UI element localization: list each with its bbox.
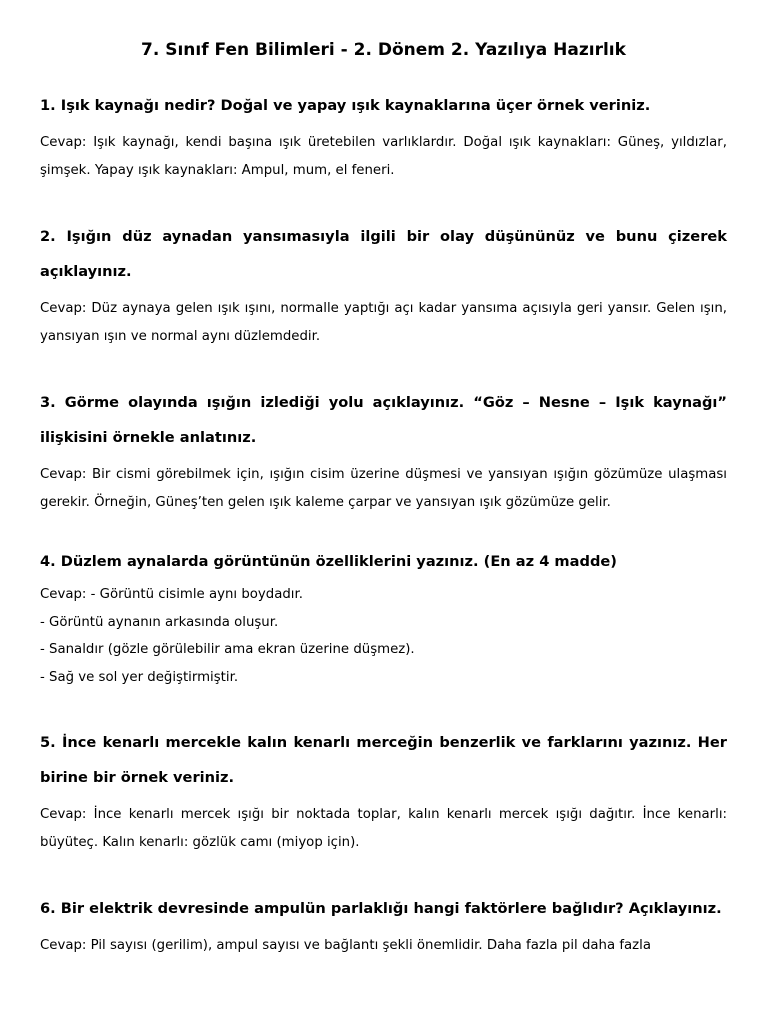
question-4: 4. Düzlem aynalarda görüntünün özelliklerini yazınız. (En az 4 madde) xyxy=(40,553,617,570)
answer-4-line-4: - Sağ ve sol yer değiştirmiştir. xyxy=(40,669,239,685)
question-block-4 xyxy=(40,551,727,691)
question-1: 1. Işık kaynağı nedir? Doğal ve yapay ışık kaynaklarına üçer örnek veriniz. xyxy=(40,97,651,114)
answer-4-line-3: - Sanaldır (gözle görülebilir ama ekran üzerine düşmez). xyxy=(40,642,415,657)
answer-2: Cevap: Düz aynaya gelen ışık ışını, normalle yaptığı açı kadar yansıma açısıyla geri yansır. Gelen ışın, yansıyan ışın ve normal aynı düzlemdedir. xyxy=(40,301,727,344)
answer-1: Cevap: Işık kaynağı, kendi başına ışık üretebilen varlıklardır. Doğal ışık kaynakları: Güneş, yıldızlar, şimşek. Yapay ışık kaynakları: Ampul, mum, el feneri. xyxy=(40,135,727,178)
question-5: 5. İnce kenarlı mercekle kalın kenarlı merceğin benzerlik ve farklarını yazınız. Her birine bir örnek veriniz. xyxy=(40,734,727,786)
question-block-1 xyxy=(40,88,727,185)
answer-4-line-2: - Görüntü aynanın arkasında oluşur. xyxy=(40,614,279,630)
question-2: 2. Işığın düz aynadan yansımasıyla ilgili bir olay düşününüz ve bunu çizerek açıklayınız. xyxy=(40,228,727,280)
question-block-2 xyxy=(40,219,727,351)
answer-5: Cevap: İnce kenarlı mercek ışığı bir noktada toplar, kalın kenarlı mercek ışığı dağıtır. İnce kenarlı: büyüteç. Kalın kenarlı: gözlük camı (miyop için). xyxy=(40,807,727,850)
question-6: 6. Bir elektrik devresinde ampulün parlaklığı hangi faktörlere bağlıdır? Açıklayınız. xyxy=(40,900,722,917)
question-block-6 xyxy=(40,891,727,960)
answer-4 xyxy=(40,581,727,691)
page-title: 7. Sınıf Fen Bilimleri - 2. Dönem 2. Yazılıya Hazırlık xyxy=(141,40,626,60)
answer-3: Cevap: Bir cismi görebilmek için, ışığın cisim üzerine düşmesi ve yansıyan ışığın gözümüze ulaşması gerekir. Örneğin, Güneş’ten gelen ışık kaleme çarpar ve yansıyan ışık gözümüze gelir. xyxy=(40,467,727,510)
question-block-3 xyxy=(40,385,727,517)
document-page xyxy=(40,38,727,994)
answer-6: Cevap: Pil sayısı (gerilim), ampul sayısı ve bağlantı şekli önemlidir. Daha fazla pil daha fazla xyxy=(40,938,652,953)
question-block-5 xyxy=(40,725,727,857)
answer-4-line-1: Cevap: - Görüntü cisimle aynı boydadır. xyxy=(40,587,303,602)
question-3: 3. Görme olayında ışığın izlediği yolu açıklayınız. “Göz – Nesne – Işık kaynağı” ilişkisini örnekle anlatınız. xyxy=(40,394,727,446)
